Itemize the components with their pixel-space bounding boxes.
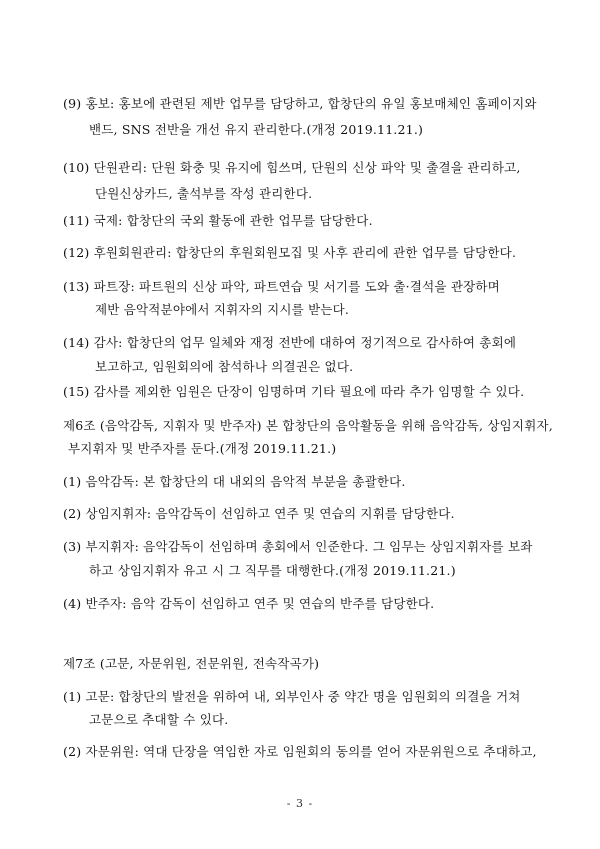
item-13-line-1: (13) 파트장: 파트원의 신상 파악, 파트연습 및 서기를 도와 출·결석을 관장하며 xyxy=(63,279,500,294)
article-6-heading-line-2: 부지휘자 및 반주자를 둔다.(개정 2019.11.21.) xyxy=(68,441,337,456)
item-11: (11) 국제: 합창단의 국외 활동에 관한 업무를 담당한다. xyxy=(63,213,373,228)
page-number: - 3 - xyxy=(286,797,314,810)
article-7-item-1-line-2: 고문으로 추대할 수 있다. xyxy=(89,712,229,727)
item-15: (15) 감사를 제외한 임원은 단장이 임명하며 기타 필요에 따라 추가 임명할 수 있다. xyxy=(63,384,525,399)
article-7-item-2-line-1: (2) 자문위원: 역대 단장을 역임한 자로 임원회의 동의를 얻어 자문위원으로 추대하고, xyxy=(63,744,537,759)
item-9-line-1: (9) 홍보: 홍보에 관련된 제반 업무를 담당하고, 합창단의 유일 홍보매체인 홈페이지와 xyxy=(63,96,537,111)
article-6-item-3-line-1: (3) 부지휘자: 음악감독이 선임하며 총회에서 인준한다. 그 임무는 상임지휘자를 보좌 xyxy=(63,539,533,554)
article-7-item-1-line-1: (1) 고문: 합창단의 발전을 위하여 내, 외부인사 중 약간 명을 임원회의 의결을 거쳐 xyxy=(63,689,521,704)
item-9-line-2: 밴드, SNS 전반을 개선 유지 관리한다.(개정 2019.11.21.) xyxy=(89,122,424,137)
article-6-heading-line-1: 제6조 (음악감독, 지휘자 및 반주자) 본 합창단의 음악활동을 위해 음악감독, 상임지휘자, xyxy=(63,418,553,433)
item-10-line-1: (10) 단원관리: 단원 화충 및 유지에 힘쓰며, 단원의 신상 파악 및 출결을 관리하고, xyxy=(63,160,521,175)
item-14-line-2: 보고하고, 임원회의에 참석하나 의결권은 없다. xyxy=(95,359,354,374)
article-7-heading: 제7조 (고문, 자문위원, 전문위원, 전속작곡가) xyxy=(63,656,320,671)
article-6-item-2: (2) 상임지휘자: 음악감독이 선임하고 연주 및 연습의 지휘를 담당한다. xyxy=(63,506,455,521)
article-6-item-1: (1) 음악감독: 본 합창단의 대 내외의 음악적 부분을 총괄한다. xyxy=(63,474,406,489)
article-6-item-4: (4) 반주자: 음악 감독이 선임하고 연주 및 연습의 반주를 담당한다. xyxy=(63,596,435,611)
article-6-item-3-line-2: 하고 상임지휘자 유고 시 그 직무를 대행한다.(개정 2019.11.21.) xyxy=(89,563,456,578)
item-14-line-1: (14) 감사: 합창단의 업무 일체와 재정 전반에 대하여 정기적으로 감사하여 총회에 xyxy=(63,335,517,350)
item-10-line-2: 단원신상카드, 출석부를 작성 관리한다. xyxy=(95,186,313,201)
item-12: (12) 후원회원관리: 합창단의 후원회원모집 및 사후 관리에 관한 업무를 담당한다. xyxy=(63,245,517,260)
item-13-line-2: 제반 음악적분야에서 지휘자의 지시를 받는다. xyxy=(95,302,350,317)
